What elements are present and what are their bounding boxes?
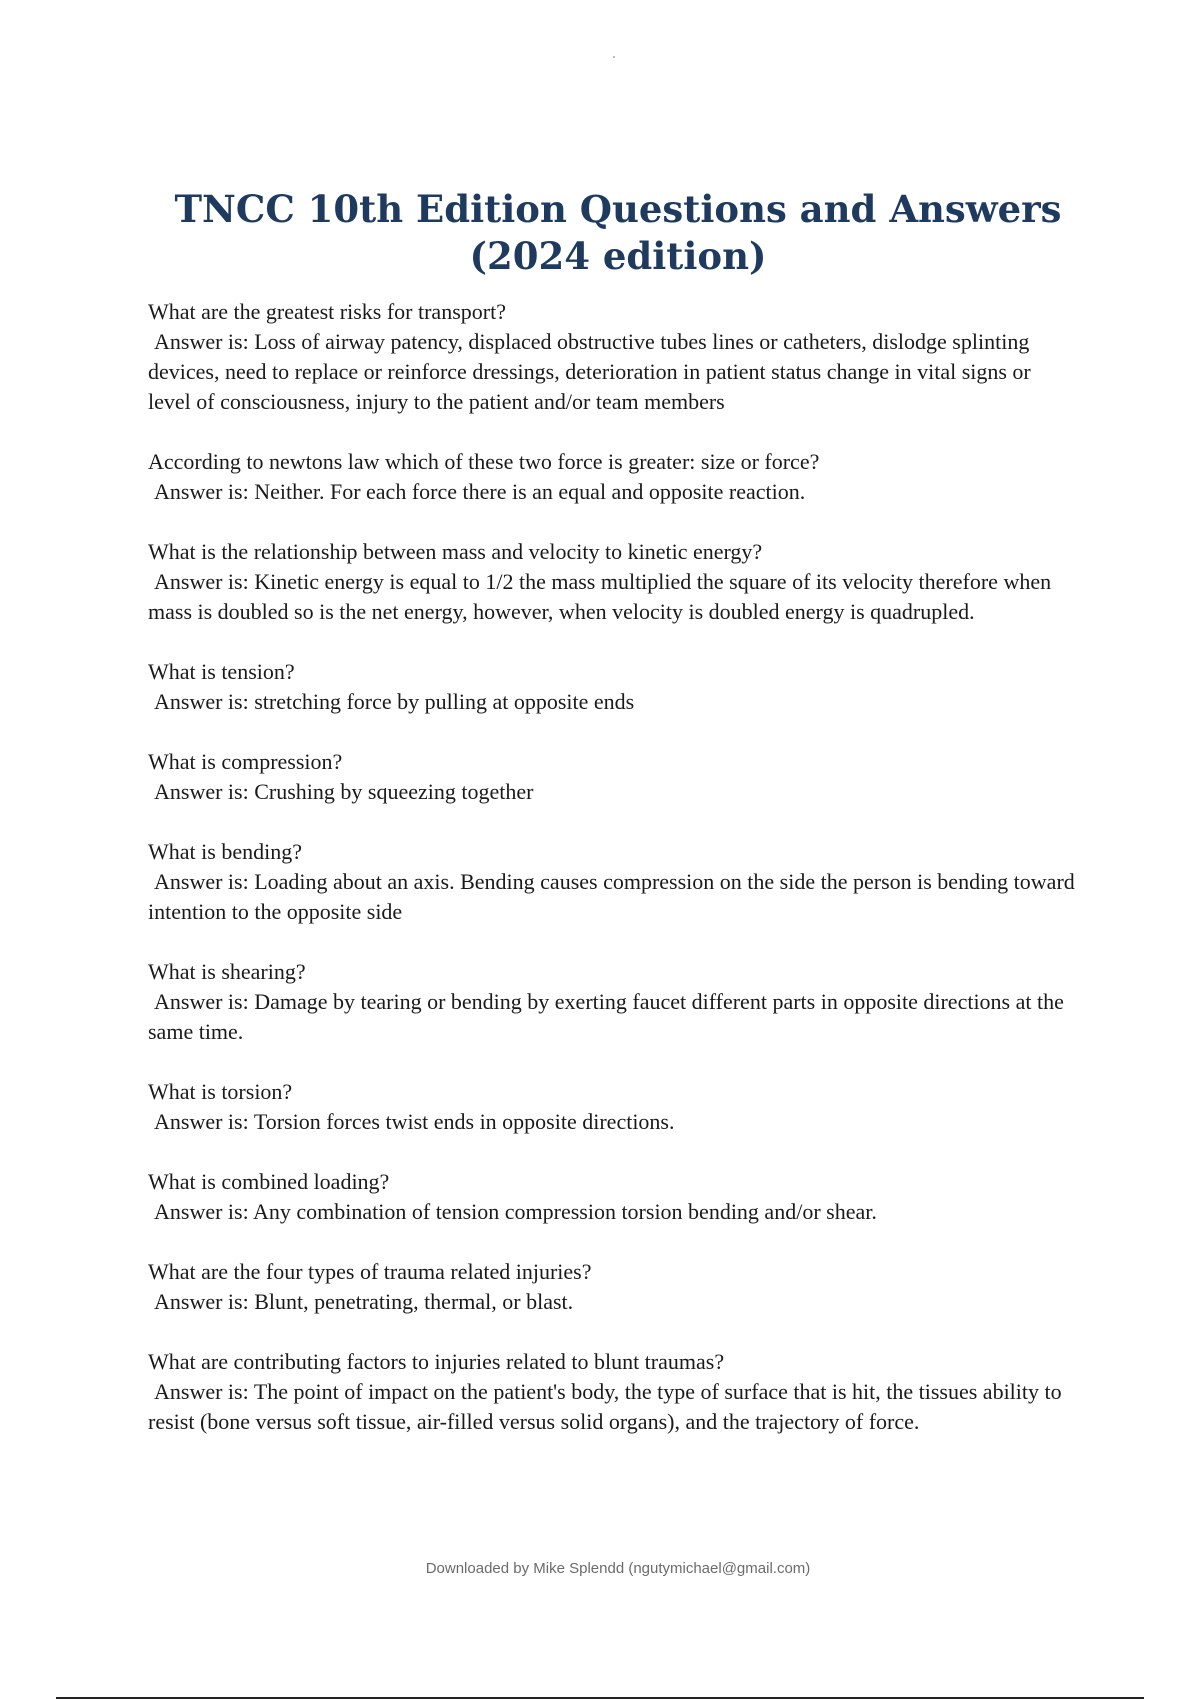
- answer-text: Answer is: Neither. For each force there is an equal and opposite reaction.: [154, 479, 806, 504]
- question-text: What is combined loading?: [148, 1169, 390, 1194]
- answer-text: Answer is: Loss of airway patency, displaced obstructive tubes lines or catheters, dislodge splinting devices, need to replace or reinforce dressings, deterioration in patient status change in vital signs or level of consciousness, injury to the patient and/or team members: [148, 329, 1031, 414]
- qa-item: [148, 1257, 1078, 1317]
- page-speck: [613, 56, 615, 58]
- qa-item: [148, 1167, 1078, 1227]
- answer-text: Answer is: Damage by tearing or bending by exerting faucet different parts in opposite directions at the same time.: [148, 989, 1064, 1044]
- qa-item: [148, 1347, 1078, 1437]
- qa-item: [148, 747, 1078, 807]
- qa-item: [148, 837, 1078, 927]
- page-title: [0, 186, 1200, 280]
- question-text: What is shearing?: [148, 959, 306, 984]
- qa-list: [148, 297, 1078, 1467]
- question-text: What is tension?: [148, 659, 295, 684]
- title-line-2: (2024 edition): [469, 234, 767, 278]
- qa-item: [148, 657, 1078, 717]
- qa-item: [148, 447, 1078, 507]
- bottom-divider: [56, 1697, 1144, 1699]
- question-text: What is compression?: [148, 749, 343, 774]
- answer-text: Answer is: The point of impact on the patient's body, the type of surface that is hit, the tissues ability to resist (bone versus soft tissue, air-filled versus solid organs), and the trajectory of force.: [148, 1379, 1062, 1434]
- answer-text: Answer is: stretching force by pulling at opposite ends: [154, 689, 635, 714]
- question-text: What is the relationship between mass and velocity to kinetic energy?: [148, 539, 763, 564]
- title-line-1: TNCC 10th Edition Questions and Answers: [174, 187, 1062, 231]
- answer-text: Answer is: Kinetic energy is equal to 1/2 the mass multiplied the square of its velocity therefore when mass is doubled so is the net energy, however, when velocity is doubled energy is quadrupled.: [148, 569, 1052, 624]
- qa-item: [148, 297, 1078, 417]
- qa-item: [148, 957, 1078, 1047]
- question-text: What is bending?: [148, 839, 302, 864]
- answer-text: Answer is: Loading about an axis. Bending causes compression on the side the person is bending toward intention to the opposite side: [148, 869, 1075, 924]
- qa-item: [148, 537, 1078, 627]
- qa-item: [148, 1077, 1078, 1137]
- answer-text: Answer is: Torsion forces twist ends in opposite directions.: [154, 1109, 675, 1134]
- download-footer: Downloaded by Mike Splendd (ngutymichael@gmail.com): [425, 1560, 811, 1577]
- question-text: What are the greatest risks for transport?: [148, 299, 506, 324]
- question-text: What is torsion?: [148, 1079, 293, 1104]
- question-text: What are contributing factors to injuries related to blunt traumas?: [148, 1349, 725, 1374]
- question-text: What are the four types of trauma related injuries?: [148, 1259, 592, 1284]
- question-text: According to newtons law which of these two force is greater: size or force?: [148, 449, 820, 474]
- answer-text: Answer is: Blunt, penetrating, thermal, or blast.: [154, 1289, 574, 1314]
- answer-text: Answer is: Crushing by squeezing together: [154, 779, 534, 804]
- answer-text: Answer is: Any combination of tension compression torsion bending and/or shear.: [154, 1199, 877, 1224]
